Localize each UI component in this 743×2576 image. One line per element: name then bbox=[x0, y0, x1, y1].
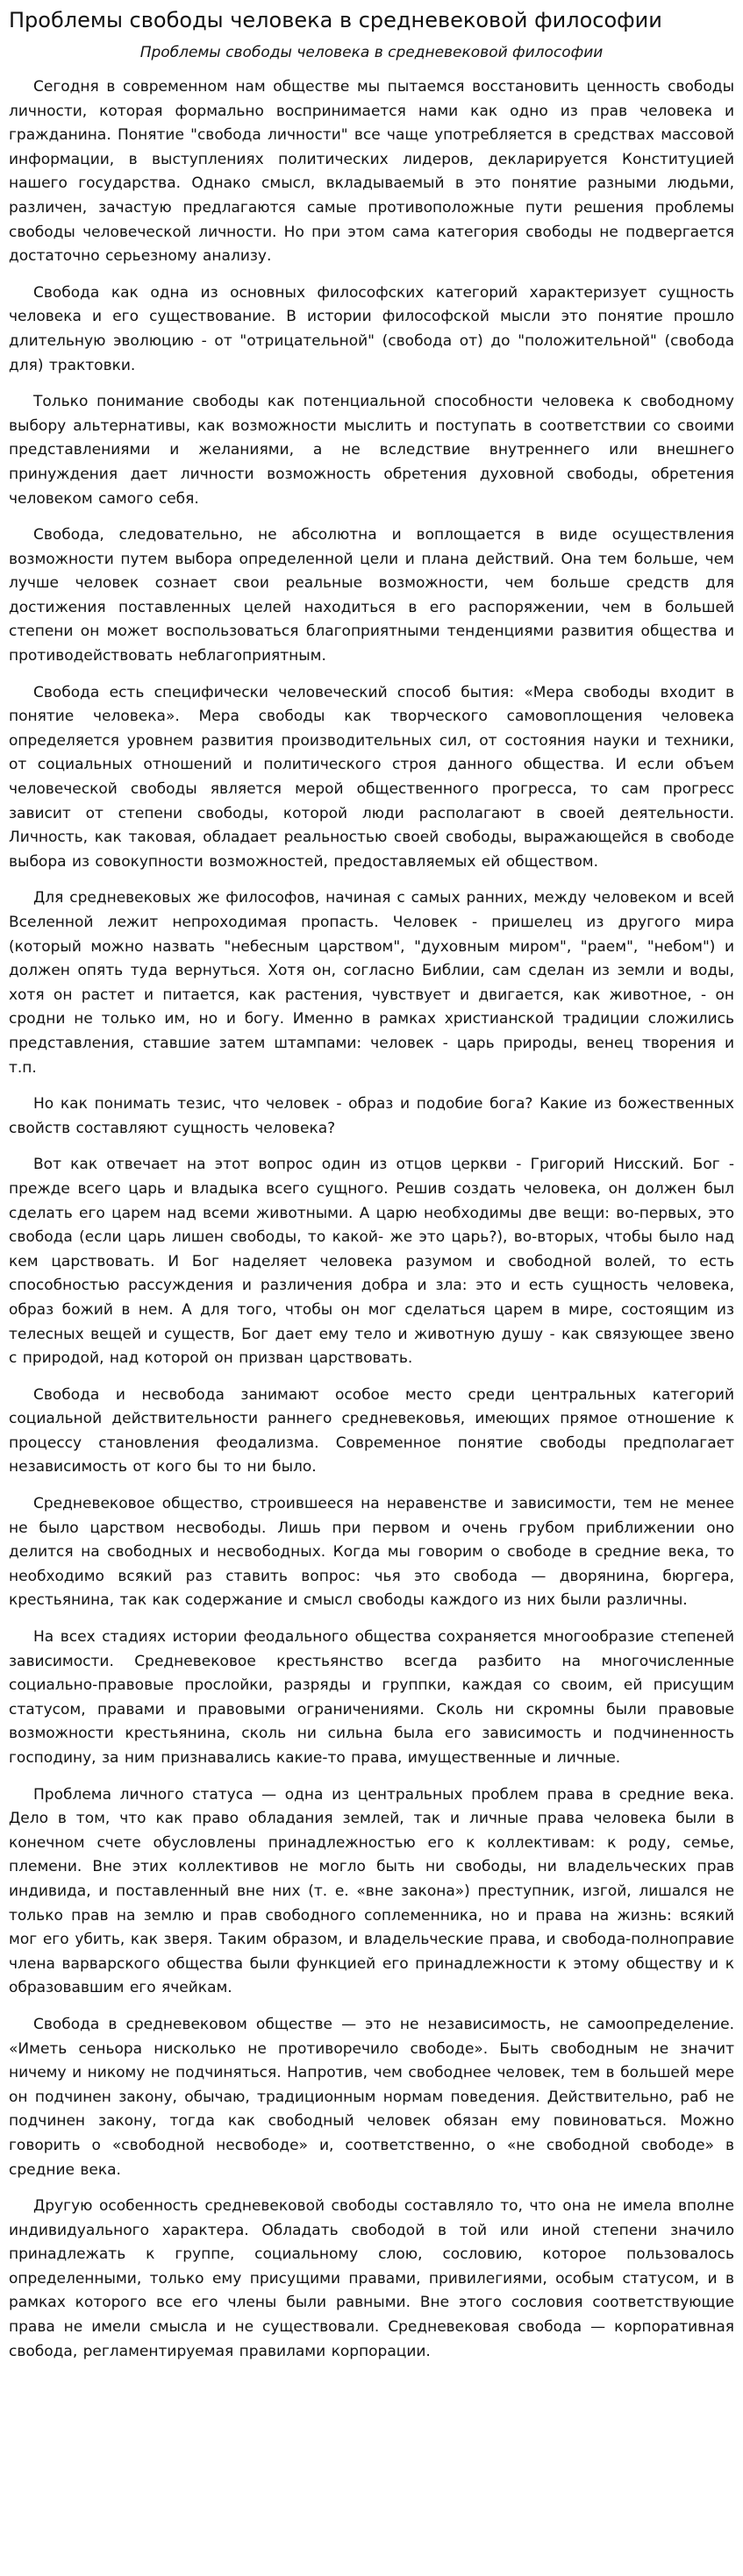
paragraph: Сегодня в современном нам обществе мы пытаемся восстановить ценность свободы личности, которая формально воспринимается нами как одно из прав человека и гражданина. Понятие "свобода личности" все чаще употребляется в средствах массовой информации, в выступлениях политических лидеров, декларируется Конституцией нашего государства. Однако смысл, вкладываемый в это понятие разными людьми, различен, зачастую предлагаются самые противоположные пути решения проблемы свободы человеческой личности. Но при этом сама категория свободы не подвергается достаточно серьезному анализу. bbox=[9, 78, 734, 266]
paragraph: Средневековое общество, строившееся на неравенстве и зависимости, тем не менее не было царством несвободы. Лишь при первом и очень грубом приближении оно делится на свободных и несвободных. Когда мы говорим о свободе в средние века, то необходимо всякий раз ставить вопрос: чья это свобода — дворянина, бюргера, крестьянина, так как содержание и смысл свободы каждого из них были различны. bbox=[9, 1495, 734, 1610]
paragraph: Свобода есть специфически человеческий способ бытия: «Мера свободы входит в понятие человека». Мера свободы как творческого самовоплощения человека определяется уровнем развития производительных сил, от состояния науки и техники, от социальных отношений и политического строя данного общества. И если объем человеческой свободы является мерой общественного прогресса, то сам прогресс зависит от степени свободы, которой люди располагают в своей деятельности. Личность, как таковая, обладает реальностью своей свободы, выражающейся в свободе выбора из совокупности возможностей, предоставляемых ей обществом. bbox=[9, 683, 734, 871]
page-subtitle: Проблемы свободы человека в средневековой философии bbox=[139, 44, 604, 61]
paragraph: Для средневековых же философов, начиная с самых ранних, между человеком и всей Вселенной лежит непроходимая пропасть. Человек - пришелец из другого мира (который можно назвать "небесным царством", "духовным миром", "раем", "небом") и должен опять туда вернуться. Хотя он, согласно Библии, сам сделан из земли и воды, хотя он растет и питается, как растения, чувствует и двигается, как животное, - он сродни не только им, но и богу. Именно в рамках христианской традиции сложились представления, ставшие затем штампами: человек - царь природы, венец творения и т.п. bbox=[9, 889, 734, 1077]
paragraph: Вот как отвечает на этот вопрос один из отцов церкви - Григорий Нисский. Бог - прежде всего царь и владыка всего сущного. Решив создать человека, он должен был сделать его царем над всеми животными. А царю необходимы две вещи: во-первых, это свобода (если царь лишен свободы, то какой- же это царь?), во-вторых, чтобы было над кем царствовать. И Бог наделяет человека разумом и свободной волей, то есть способностью рассуждения и различения добра и зла: это и есть сущность человека, образ божий в нем. А для того, чтобы он мог сделаться царем в мире, состоящим из телесных вещей и существ, Бог дает ему тело и животную душу - как связующее звено с природой, над которой он призван царствовать. bbox=[9, 1156, 734, 1368]
paragraph: Другую особенность средневековой свободы составляло то, что она не имела вполне индивидуального характера. Обладать свободой в той или иной степени значило принадлежать к группе, социальному слою, сословию, которое пользовалось определенными, только ему присущими правами, привилегиями, особым статусом, и в рамках которого все его члены были равными. Вне этого сословия соответствующие права не имели смысла и не существовали. Средневековая свобода — корпоративная свобода, регламентируемая правилами корпорации. bbox=[9, 2197, 734, 2360]
document-page bbox=[0, 5, 743, 2394]
paragraph: Только понимание свободы как потенциальной способности человека к свободному выбору альтернативы, как возможности мыслить и поступать в соответствии со своими представлениями и желаниями, а не вследствие внутреннего или внешнего принуждения дает личности возможность обретения духовной свободы, обретения человеком самого себя. bbox=[9, 393, 734, 508]
paragraph: Свобода как одна из основных философских категорий характеризует сущность человека и его существование. В истории философской мысли это понятие прошло длительную эволюцию - от "отрицательной" (свобода от) до "положительной" (свобода для) трактовки. bbox=[9, 283, 734, 374]
paragraph: На всех стадиях истории феодального общества сохраняется многообразие степеней зависимости. Средневековое крестьянство всегда разбито на многочисленные социально-правовые прослойки, разряды и группки, каждая со своим, ей присущим статусом, правами и правовыми ограничениями. Сколь ни скромны были правовые возможности крестьянина, сколь ни сильна была его зависимость и подчиненность господину, за ним признавались какие-то права, имущественные и личные. bbox=[9, 1628, 734, 1767]
paragraph: Свобода в средневековом обществе — это не независимость, не самоопределение. «Иметь сеньора нисколько не противоречило свободе». Быть свободным не значит ничему и никому не подчиняться. Напротив, чем свободнее человек, тем в большей мере он подчинен закону, обычаю, традиционным нормам поведения. Действительно, раб не подчинен закону, тогда как свободный человек обязан ему повиноваться. Можно говорить о «свободной несвободе» и, соответственно, о «не свободной свободе» в средние века. bbox=[9, 2015, 734, 2179]
paragraph: Проблема личного статуса — одна из центральных проблем права в средние века. Дело в том, что как право обладания землей, так и личные права человека были в конечном счете обусловлены принадлежностью его к коллективам: к роду, семье, племени. Вне этих коллективов не могло быть ни свободы, ни владельческих прав индивида, и поставленный вне них (т. е. «вне закона») преступник, изгой, лишался не только прав на землю и прав свободного соплеменника, но и права на жизнь: всякий мог его убить, как зверя. Таким образом, и владельческие права, и свобода-полноправие члена варварского общества были функцией его принадлежности к этому обществу и к образовавшим его ячейкам. bbox=[9, 1785, 734, 1997]
page-title: Проблемы свободы человека в средневековой философии bbox=[9, 8, 662, 32]
paragraph: Свобода, следовательно, не абсолютна и воплощается в виде осуществления возможности путем выбора определенной цели и плана действий. Она тем больше, чем лучше человек сознает свои реальные возможности, чем больше средств для достижения поставленных целей находиться в его распоряжении, чем в большей степени он может воспользоваться благоприятными тенденциями развития общества и противодействовать неблагоприятным. bbox=[9, 526, 734, 665]
paragraph: Но как понимать тезис, что человек - образ и подобие бога? Какие из божественных свойств составляют сущность человека? bbox=[9, 1095, 734, 1137]
paragraph: Свобода и несвобода занимают особое место среди центральных категорий социальной действительности раннего средневековья, имеющих прямое отношение к процессу становления феодализма. Современное понятие свободы предполагает независимость от кого бы то ни было. bbox=[9, 1385, 734, 1477]
article-body bbox=[9, 75, 734, 2364]
